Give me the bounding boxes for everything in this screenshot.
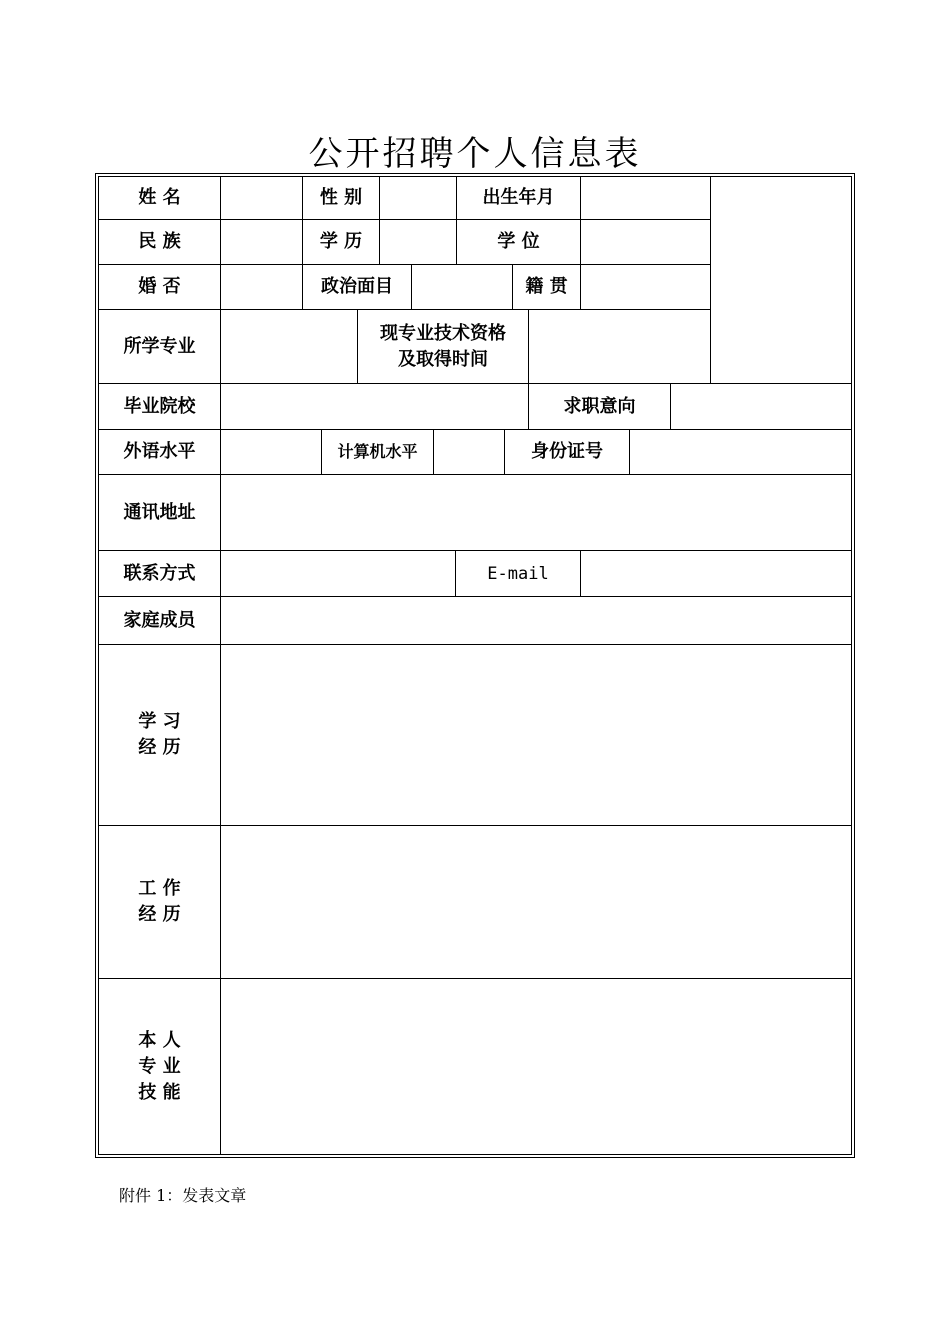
major-field[interactable] xyxy=(221,310,357,383)
label-native-place: 籍 贯 xyxy=(525,276,568,297)
native-place-field[interactable] xyxy=(581,265,710,309)
education-field[interactable] xyxy=(380,220,456,264)
label-work-history: 工 作 经 历 xyxy=(138,878,181,925)
label-school: 毕业院校 xyxy=(123,395,196,417)
label-ethnicity: 民 族 xyxy=(138,231,181,252)
label-language-level: 外语水平 xyxy=(123,441,196,462)
ethnicity-field[interactable] xyxy=(221,220,302,264)
study-history-field[interactable] xyxy=(221,645,851,825)
qualification-field[interactable] xyxy=(529,310,710,383)
label-contact: 联系方式 xyxy=(123,562,196,584)
label-professional-skills: 本 人 专 业 技 能 xyxy=(138,1029,181,1103)
professional-skills-field[interactable] xyxy=(221,979,851,1154)
label-birth-date: 出生年月 xyxy=(482,187,555,208)
label-id-number: 身份证号 xyxy=(531,441,603,462)
form-title: 公开招聘个人信息表 xyxy=(308,134,642,174)
table-border-inner-bottom xyxy=(98,1154,852,1155)
label-email: E-mail xyxy=(487,563,549,584)
label-computer-level: 计算机水平 xyxy=(337,442,418,461)
label-marital-status: 婚 否 xyxy=(138,276,181,297)
school-field[interactable] xyxy=(221,384,528,429)
label-political-status: 政治面目 xyxy=(321,276,393,297)
label-study-history: 学 习 经 历 xyxy=(138,711,181,758)
political-status-field[interactable] xyxy=(412,265,512,309)
degree-field[interactable] xyxy=(581,220,710,264)
work-history-field[interactable] xyxy=(221,826,851,978)
id-number-field[interactable] xyxy=(630,430,851,474)
label-job-intent: 求职意向 xyxy=(563,395,636,417)
family-members-field[interactable] xyxy=(221,597,851,644)
label-degree: 学 位 xyxy=(497,231,540,252)
label-major: 所学专业 xyxy=(123,335,196,357)
address-field[interactable] xyxy=(221,475,851,550)
photo-cell[interactable] xyxy=(711,177,851,383)
name-field[interactable] xyxy=(221,177,302,219)
birth-date-field[interactable] xyxy=(581,177,710,219)
email-field[interactable] xyxy=(581,551,851,596)
gender-field[interactable] xyxy=(380,177,456,219)
marital-status-field[interactable] xyxy=(221,265,302,309)
contact-field[interactable] xyxy=(221,551,455,596)
language-level-field[interactable] xyxy=(221,430,321,474)
attachment-note: 附件 1：发表文章 xyxy=(119,1186,247,1205)
job-intent-field[interactable] xyxy=(671,384,851,429)
label-address: 通讯地址 xyxy=(123,501,196,523)
label-family-members: 家庭成员 xyxy=(123,609,196,631)
table-border-inner-right xyxy=(851,176,852,1155)
label-name: 姓 名 xyxy=(138,187,181,208)
computer-level-field[interactable] xyxy=(434,430,504,474)
label-gender: 性 别 xyxy=(319,187,363,208)
label-qualification: 现专业技术资格 及取得时间 xyxy=(380,322,506,370)
label-education: 学 历 xyxy=(319,231,363,252)
